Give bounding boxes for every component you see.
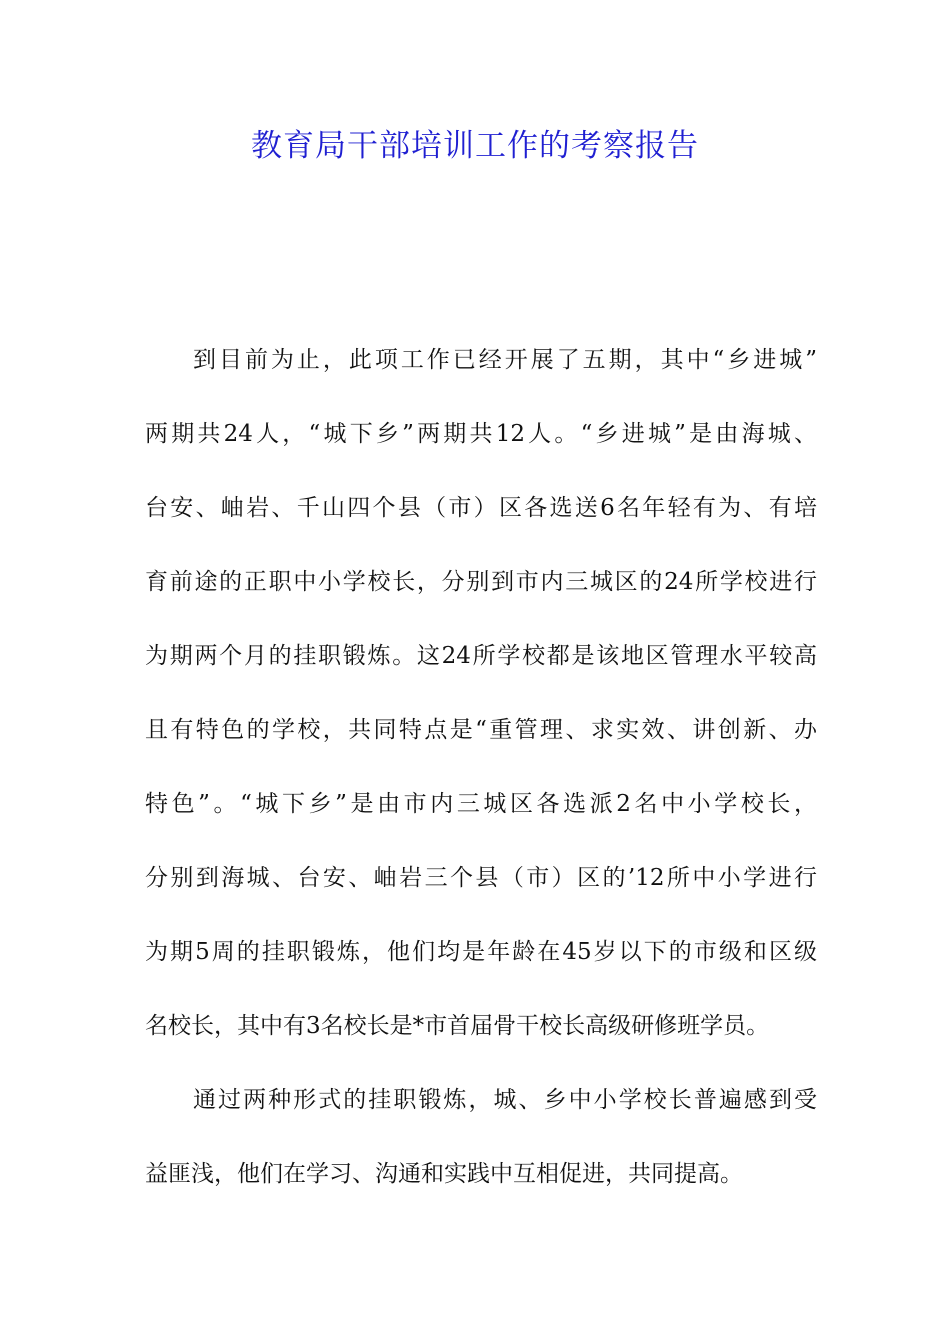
text-line: 特色”。“城下乡”是由市内三城区各选派2名中小学校长，	[145, 791, 817, 817]
text-line: 通过两种形式的挂职锻炼，城、乡中小学校长普遍感到受	[193, 1087, 817, 1113]
document-title: 教育局干部培训工作的考察报告	[251, 128, 699, 164]
text-line: 两期共24人，“城下乡”两期共12人。“乡进城”是由海城、	[145, 421, 817, 447]
text-line: 分别到海城、台安、岫岩三个县（市）区的’12所中小学进行	[145, 865, 817, 891]
paragraph-2	[145, 1080, 817, 1228]
text-line: 育前途的正职中小学校长，分别到市内三城区的24所学校进行	[145, 569, 817, 595]
text-line: 为期两个月的挂职锻炼。这24所学校都是该地区管理水平较高	[145, 643, 817, 669]
text-line: 台安、岫岩、千山四个县（市）区各选送6名年轻有为、有培	[145, 495, 817, 521]
text-line: 为期5周的挂职锻炼，他们均是年龄在45岁以下的市级和区级	[145, 939, 817, 965]
document-body	[145, 340, 817, 1228]
text-line: 名校长，其中有3名校长是*市首届骨干校长高级研修班学员。	[145, 1013, 770, 1039]
text-line: 且有特色的学校，共同特点是“重管理、求实效、讲创新、办	[145, 717, 817, 743]
text-line: 益匪浅，他们在学习、沟通和实践中互相促进，共同提高。	[145, 1161, 743, 1187]
text-line: 到目前为止，此项工作已经开展了五期，其中“乡进城”	[193, 347, 817, 373]
paragraph-1	[145, 340, 817, 1080]
